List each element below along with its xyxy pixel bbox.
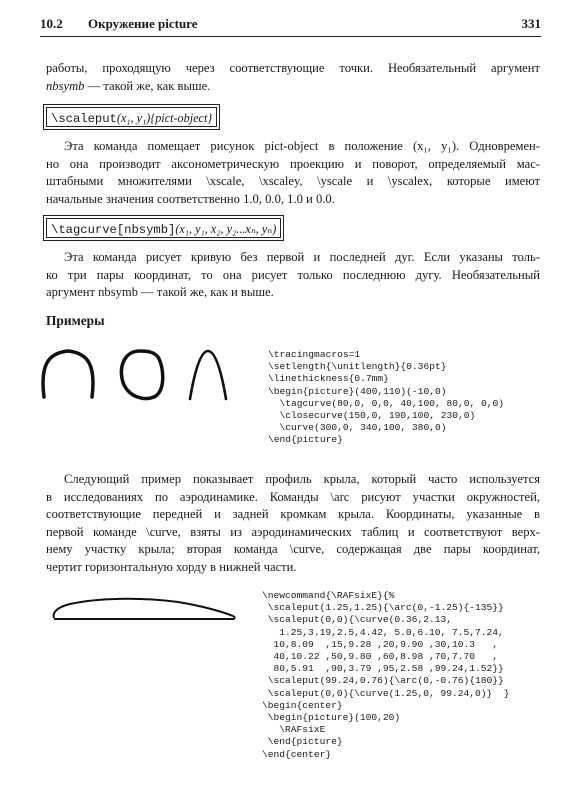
running-header xyxy=(40,16,541,34)
section-number: 10.2 xyxy=(40,16,63,31)
airfoil-figure xyxy=(48,594,238,624)
tagcurve-desc-line: Эта команда рисует кривую без первой и последней дуг. Если указаны толь- xyxy=(64,250,540,264)
intro-paragraph xyxy=(46,60,540,95)
intro-line-2-rest: — такой же, как выше. xyxy=(84,78,211,93)
wing-line: нему участку крыла; вторая команда \curve, содержащая две пары координат, xyxy=(46,542,540,557)
code-line: 10,8.09 ,15,9.28 ,20,9.90 ,30,10.3 , xyxy=(262,638,499,650)
code-line: 1.25,3.19,2.5,4.42, 5.0,6.10, 7.5,7.24, xyxy=(262,626,504,638)
nbsymb-arg: nbsymb xyxy=(46,78,85,93)
code-line: \scaleput(0,0){\curve(0.36,2.13, xyxy=(262,614,452,626)
closecurve-shape xyxy=(121,351,162,399)
tagcurve-syntax-box xyxy=(46,218,281,238)
scaleput-desc-line: но она производит аксонометрическую проекцию и поворот, определяемый мас- xyxy=(46,156,540,171)
wing-line: соответствующие передней и задней кромкам крыла. Координаты, указанные в xyxy=(46,507,540,522)
scaleput-command: \scaleput xyxy=(51,112,117,126)
airfoil-upper-surface xyxy=(54,599,233,618)
code-line: \tracingmacros=1 xyxy=(268,349,361,360)
code-line: \begin{center} xyxy=(262,699,343,711)
tagcurve-desc-line: ко три пары координат, то она рисует только последнюю дугу. Необязательный xyxy=(46,267,540,282)
code-line: \RAFsixE xyxy=(262,724,326,736)
intro-line-1: работы, проходящую через соответствующие точки. Необязательный аргумент xyxy=(46,61,540,75)
tagcurve-command: \tagcurve[nbsymb] xyxy=(51,223,176,237)
code-line: \scaleput(0,0){\curve(1.25,0, 99.24,0)} } xyxy=(262,687,510,699)
code-line: \linethickness{0.7mm} xyxy=(268,373,389,385)
examples-heading: Примеры xyxy=(46,313,105,328)
code-line: \scaleput(99.24,0.76){\arc(0,-0.76){180}} xyxy=(262,675,504,687)
scaleput-args: (x₁, y₁) xyxy=(116,111,151,125)
scaleput-desc-line: Эта команда помещает рисунок pict-object в положение (x₁, y₁). Одновремен- xyxy=(64,139,540,153)
code-line: \setlength{\unitlength}{0.36pt} xyxy=(268,361,447,373)
tagcurve-desc-line: аргумент nbsymb — такой же, как и выше. xyxy=(46,285,274,300)
intro-line-2 xyxy=(46,78,540,96)
code-line: \tagcurve(80,0, 0,0, 40,100, 80,0, 0,0) xyxy=(268,397,505,409)
tagcurve-args: (x₁, y₁, x₂, y₂...xₙ, yₙ) xyxy=(175,222,277,236)
code-line: \scaleput(1.25,1.25){\arc(0,-1.25){-135}} xyxy=(262,602,504,614)
curve-shape xyxy=(190,351,226,399)
tagcurve-shape xyxy=(43,351,93,397)
code-line: \curve(300,0, 340,100, 380,0) xyxy=(268,422,447,434)
airfoil-trailing-edge xyxy=(233,616,235,619)
code-block-1 xyxy=(268,349,504,447)
wing-line: в исследованиях по аэродинамике. Команды \arc рисуют участки окружностей, xyxy=(46,489,540,504)
wing-line: чертит горизонтальную хорду в нижней части. xyxy=(46,559,297,574)
wing-line: Следующий пример показывает профиль крыла, который часто используется xyxy=(64,472,540,486)
code-line: \end{picture} xyxy=(262,736,343,748)
code-block-2 xyxy=(262,590,510,761)
wing-line: первой команде \curve, взяты из аэродинамических таблиц и соответствуют верх- xyxy=(46,524,540,539)
page-number: 331 xyxy=(521,16,541,31)
code-line: \newcommand{\RAFsixE}{% xyxy=(262,590,395,601)
code-line: 40,10.22 ,50,9.80 ,60,8.98 ,70,7.70 , xyxy=(262,651,499,663)
code-line: \closecurve(150,0, 190,100, 230,0) xyxy=(268,410,476,422)
code-line: \end{picture} xyxy=(268,434,343,446)
scaleput-object: {pict-object} xyxy=(150,111,213,125)
scaleput-desc-line: начальные значения соответственно 1.0, 0.0, 1.0 и 0.0. xyxy=(46,191,335,206)
tagcurve-description xyxy=(46,249,540,302)
section-title: Окружение picture xyxy=(88,16,198,31)
scaleput-description xyxy=(46,138,540,208)
scaleput-desc-line: штабными множителями \xscale, \xscaley, \yscale и \yscalex, которые имеют xyxy=(46,174,540,189)
header-rule xyxy=(40,36,541,37)
code-line: \begin{picture}(100,20) xyxy=(262,712,401,724)
scaleput-syntax-box xyxy=(46,107,217,127)
curves-figure xyxy=(40,345,250,405)
wing-paragraph xyxy=(46,471,540,577)
code-line: \end{center} xyxy=(262,748,332,760)
code-line: 80,5.91 ,90,3.79 ,95,2.58 ,99.24,1.52}} xyxy=(262,663,504,675)
code-line: \begin{picture}(400,110)(-10,0) xyxy=(268,385,447,397)
